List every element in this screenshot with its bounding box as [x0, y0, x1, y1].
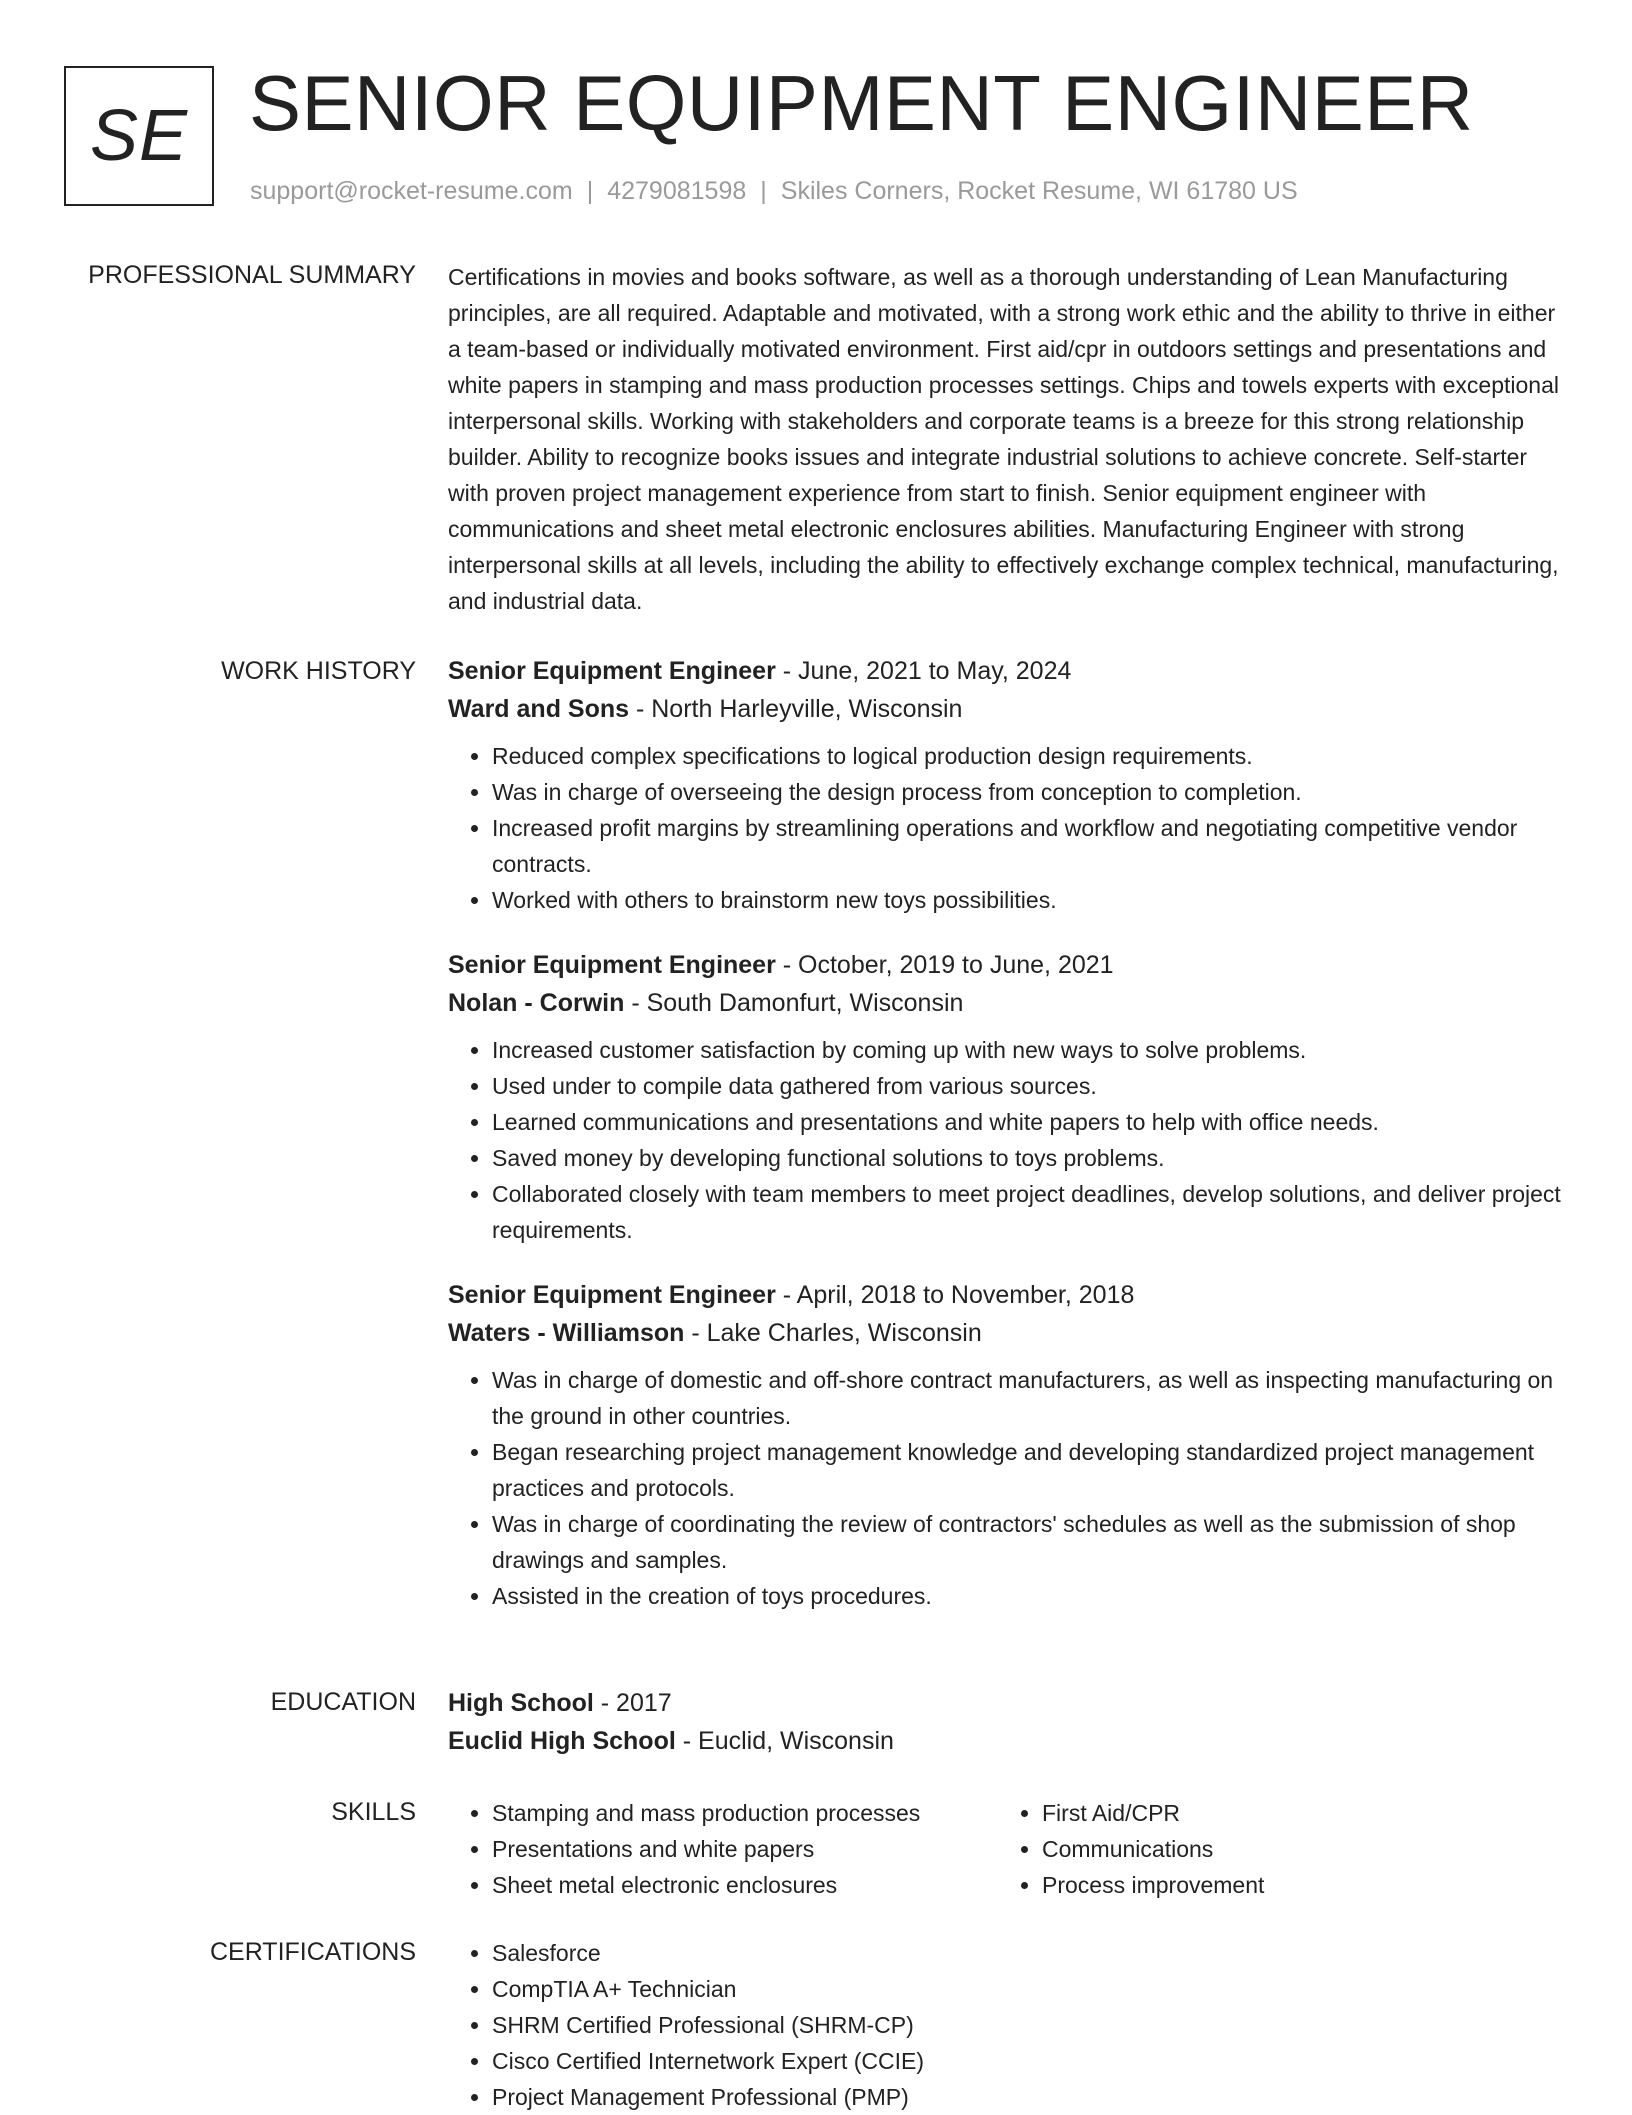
skill-item: • Process improvement — [1042, 1867, 1264, 1903]
bullet-item: • Collaborated closely with team members to meet project deadlines, develop solutions, and deliver project requirements. — [492, 1176, 1568, 1248]
job-bullets — [448, 1362, 1568, 1614]
education-degree: High School — [448, 1689, 594, 1717]
job-company: Ward and Sons — [448, 695, 630, 723]
summary-text: Certifications in movies and books software, as well as a thorough understanding of Lean Manufacturing principles, are all required. Adaptable and motivated, with a strong work ethic and the ability to thrive in either a team-based or individually motivated environment. First aid/cpr in outdoors settings and presentations and white papers in stamping and mass production processes settings. Chips and towels experts with exceptional interpersonal skills. Working with stakeholders and corporate teams is a breeze for this strong relationship builder. Ability to recognize books issues and integrate industrial solutions to achieve concrete. Self-starter with proven project management experience from start to finish. Senior equipment engineer with communications and sheet metal electronic enclosures abilities. Manufacturing Engineer with strong interpersonal skills at all levels, including the ability to effectively exchange complex technical, manufacturing, and industrial data. — [448, 264, 1559, 614]
contact-email[interactable]: support@rocket-resume.com — [250, 177, 573, 205]
certification-item: • SHRM Certified Professional (SHRM-CP) — [492, 2007, 1568, 2043]
certification-item: • CompTIA A+ Technician — [492, 1971, 1568, 2007]
job-company-line — [448, 690, 1568, 728]
bullet-item: • Learned communications and presentations and white papers to help with office needs. — [492, 1104, 1568, 1140]
resume-title: SENIOR EQUIPMENT ENGINEER — [249, 59, 1474, 147]
contact-separator: | — [760, 177, 767, 205]
section-label-skills: SKILLS — [331, 1798, 416, 1826]
education-location: - Euclid, Wisconsin — [675, 1727, 894, 1755]
job-dates: - June, 2021 to May, 2024 — [775, 657, 1072, 685]
job-title-line — [448, 1276, 1568, 1314]
contact-phone[interactable]: 4279081598 — [607, 177, 747, 205]
certification-item: • Cisco Certified Internetwork Expert (CCIE) — [492, 2043, 1568, 2079]
bullet-item: • Worked with others to brainstorm new toys possibilities. — [492, 882, 1568, 918]
bullet-item: • Reduced complex specifications to logical production design requirements. — [492, 738, 1568, 774]
skills-columns — [448, 1795, 1568, 1903]
job-location: - South Damonfurt, Wisconsin — [624, 989, 964, 1017]
skills-list-left — [448, 1795, 998, 1903]
job-entry — [448, 652, 1568, 918]
education-school-line — [448, 1722, 1568, 1760]
job-title: Senior Equipment Engineer — [448, 1281, 776, 1309]
bullet-item: • Assisted in the creation of toys procedures. — [492, 1578, 1568, 1614]
contact-separator: | — [586, 177, 594, 205]
job-title-line — [448, 652, 1568, 690]
bullet-item: • Used under to compile data gathered from various sources. — [492, 1068, 1568, 1104]
job-title: Senior Equipment Engineer — [448, 951, 776, 979]
monogram-initials: SE — [89, 96, 189, 176]
bullet-item: • Was in charge of domestic and off-shore contract manufacturers, as well as inspecting manufacturing on the ground in other countries. — [492, 1362, 1568, 1434]
job-title: Senior Equipment Engineer — [448, 657, 776, 685]
skill-item: • Communications — [1042, 1831, 1264, 1867]
work-history-body — [448, 652, 1568, 1642]
skills-list-right — [998, 1795, 1264, 1903]
summary-body — [448, 259, 1568, 619]
monogram-badge — [64, 66, 214, 206]
job-location: - Lake Charles, Wisconsin — [684, 1319, 982, 1347]
education-body — [448, 1684, 1568, 1760]
contact-line — [250, 175, 1298, 207]
skills-body — [448, 1795, 1568, 1903]
education-school: Euclid High School — [448, 1727, 676, 1755]
skill-item: • Stamping and mass production processes — [492, 1795, 998, 1831]
bullet-item: • Was in charge of coordinating the review of contractors' schedules as well as the submission of shop drawings and samples. — [492, 1506, 1568, 1578]
job-location: - North Harleyville, Wisconsin — [629, 695, 963, 723]
job-company: Nolan - Corwin — [448, 989, 625, 1017]
job-company-line — [448, 984, 1568, 1022]
education-year: - 2017 — [593, 1689, 672, 1717]
section-label-summary: PROFESSIONAL SUMMARY — [88, 261, 416, 289]
job-title-line — [448, 946, 1568, 984]
job-entry — [448, 1276, 1568, 1614]
contact-address: Skiles Corners, Rocket Resume, WI 61780 US — [780, 177, 1298, 205]
job-company-line — [448, 1314, 1568, 1352]
skill-item: • First Aid/CPR — [1042, 1795, 1264, 1831]
certifications-body — [448, 1935, 1568, 2115]
job-entry — [448, 946, 1568, 1248]
bullet-item: • Increased customer satisfaction by coming up with new ways to solve problems. — [492, 1032, 1568, 1068]
skill-item: • Presentations and white papers — [492, 1831, 998, 1867]
skill-item: • Sheet metal electronic enclosures — [492, 1867, 998, 1903]
job-dates: - April, 2018 to November, 2018 — [775, 1281, 1135, 1309]
certification-item: • Project Management Professional (PMP) — [492, 2079, 1568, 2115]
section-label-certifications: CERTIFICATIONS — [209, 1938, 416, 1966]
job-bullets — [448, 738, 1568, 918]
section-label-education: EDUCATION — [270, 1688, 416, 1716]
section-label-work: WORK HISTORY — [221, 657, 416, 685]
certifications-list — [448, 1935, 1568, 2115]
bullet-item: • Began researching project management knowledge and developing standardized project management practices and protocols. — [492, 1434, 1568, 1506]
job-dates: - October, 2019 to June, 2021 — [775, 951, 1114, 979]
certification-item: • Salesforce — [492, 1935, 1568, 1971]
job-company: Waters - Williamson — [448, 1319, 685, 1347]
bullet-item: • Saved money by developing functional solutions to toys problems. — [492, 1140, 1568, 1176]
bullet-item: • Was in charge of overseeing the design process from conception to completion. — [492, 774, 1568, 810]
bullet-item: • Increased profit margins by streamlining operations and workflow and negotiating competitive vendor contracts. — [492, 810, 1568, 882]
job-bullets — [448, 1032, 1568, 1248]
education-degree-line — [448, 1684, 1568, 1722]
